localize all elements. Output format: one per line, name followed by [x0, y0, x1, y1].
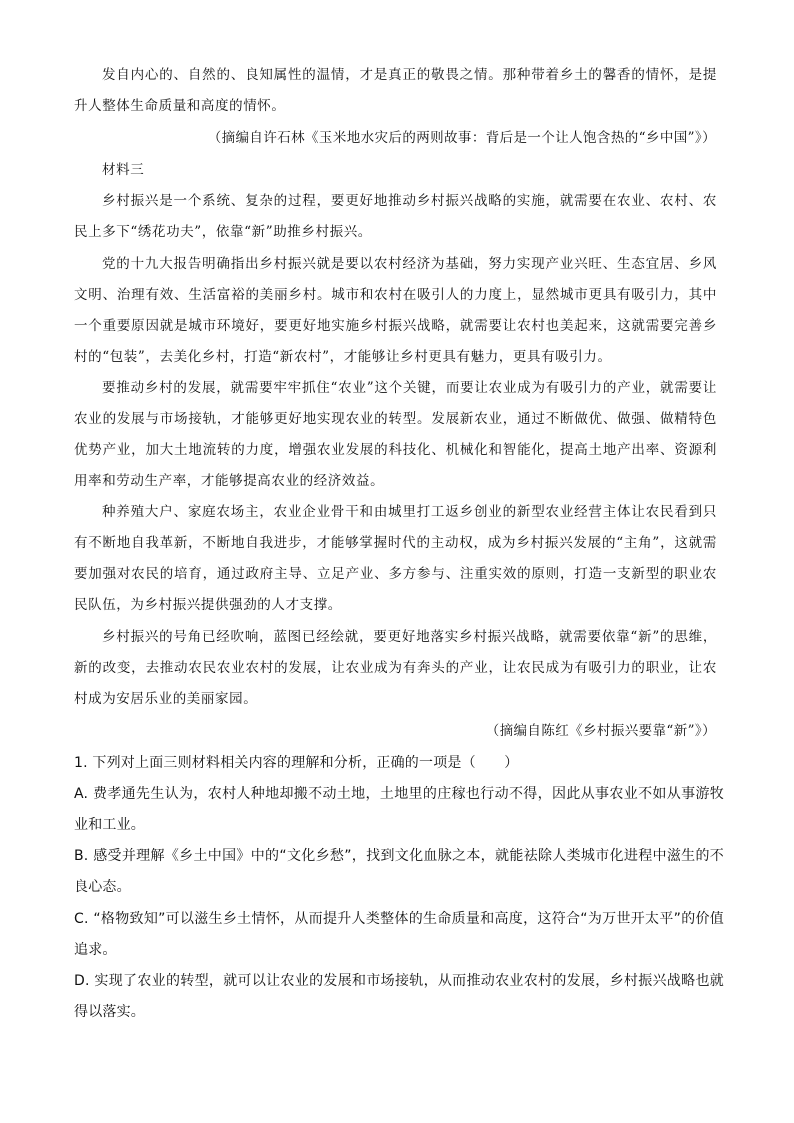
question-stem: 1. 下列对上面三则材料相关内容的理解和分析，正确的一项是（ ） [74, 755, 519, 771]
material3-paragraph-3: 要推动乡村的发展，就需要牢牢抓住“农业”这个关键，而要让农业成为有吸引力的产业，就需要让农业的发展与市场接轨，才能够更好地实现农业的转型。发展新农业，通过不断做优、做强、做精特色优势产业，加大土地流转的力度，增强农业发展的科技化、机械化和智能化，提高土地产出率、资源利用率和劳动生产率，才能够提高农业的经济效益。 [74, 380, 717, 489]
material3-paragraph-4: 种养殖大户、家庭农场主，农业企业骨干和由城里打工返乡创业的新型农业经营主体让农民看到只有不断地自我革新，不断地自我进步，才能够掌握时代的主动权，成为乡村振兴发展的“主角”，这就需要加强对农民的培育，通过政府主导、立足产业、多方参与、注重实效的原则，打造一支新型的职业农民队伍，为乡村振兴提供强劲的人才支撑。 [74, 504, 717, 613]
material3-heading: 材料三 [102, 162, 145, 178]
material2-source: （摘编自许石林《玉米地水灾后的两则故事：背后是一个让人饱含热的“乡中国”》） [207, 130, 716, 146]
question-option-a: A. 费孝通先生认为，农村人种地却搬不动土地，土地里的庄稼也行动不得，因此从事农业不如从事游牧业和工业。 [74, 786, 724, 833]
material3-paragraph-2: 党的十九大报告明确指出乡村振兴就是要以农村经济为基础，努力实现产业兴旺、生态宜居、乡风文明、治理有效、生活富裕的美丽乡村。城市和农村在吸引人的力度上，显然城市更具有吸引力，其中一个重要原因就是城市环境好，要更好地实施乡村振兴战略，就需要让农村也美起来，这就需要完善乡村的“包装”，去美化乡村，打造“新农村”，才能够让乡村更具有魅力，更具有吸引力。 [74, 256, 717, 365]
material3-paragraph-5: 乡村振兴的号角已经吹响，蓝图已经绘就，要更好地落实乡村振兴战略，就需要依靠“新”的思维，新的改变，去推动农民农业农村的发展，让农业成为有奔头的产业，让农民成为有吸引力的职业，让农村成为安居乐业的美丽家园。 [74, 629, 717, 707]
material3-source: （摘编自陈红《乡村振兴要靠“新”》） [485, 723, 716, 739]
material3-paragraph-1: 乡村振兴是一个系统、复杂的过程，要更好地推动乡村振兴战略的实施，就需要在农业、农村、农民上多下“绣花功夫”，依靠“新”助推乡村振兴。 [74, 193, 717, 240]
question-option-b: B. 感受并理解《乡土中国》中的“文化乡愁”，找到文化血脉之本，就能祛除人类城市化进程中滋生的不良心态。 [74, 848, 724, 895]
question-option-c: C. “格物致知”可以滋生乡土情怀，从而提升人类整体的生命质量和高度，这符合“为万世开太平”的价值追求。 [74, 911, 724, 958]
material2-paragraph-end: 发自内心的、自然的、良知属性的温情，才是真正的敬畏之情。那种带着乡土的馨香的情怀，是提升人整体生命质量和高度的情怀。 [74, 67, 717, 114]
question-option-d: D. 实现了农业的转型，就可以让农业的发展和市场接轨，从而推动农业农村的发展，乡村振兴战略也就得以落实。 [74, 973, 724, 1020]
